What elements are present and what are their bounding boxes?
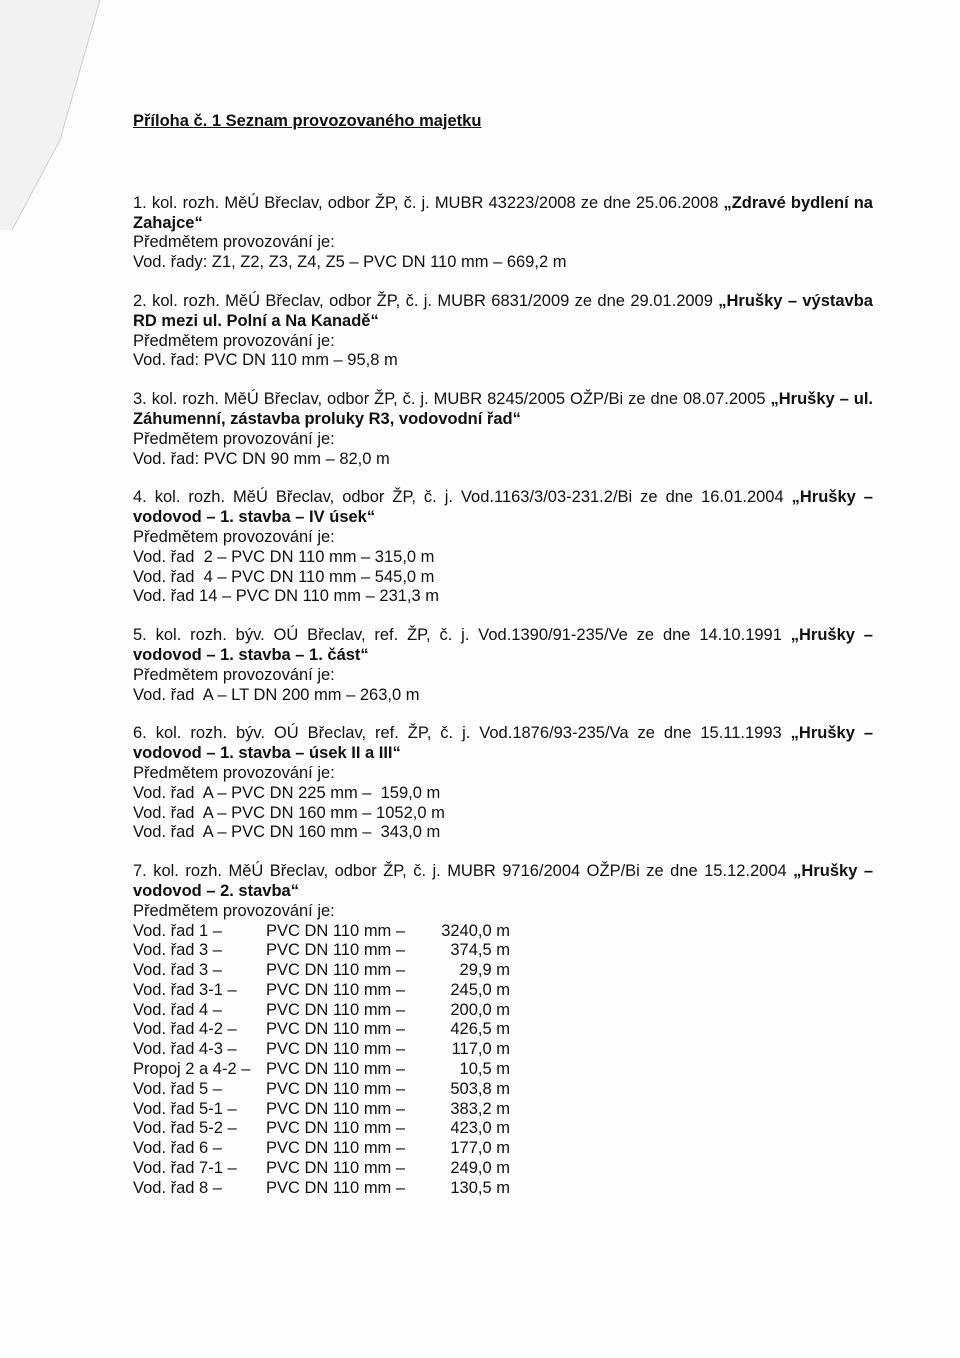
- pipe-name: Vod. řad 3 –: [133, 961, 222, 980]
- record-project-name: „Hrušky – vodovod – 1. stavba – 1. část“: [133, 626, 873, 664]
- pipe-spec: PVC DN 110 mm –: [266, 1099, 406, 1118]
- record-reference: 2. kol. rozh. MěÚ Břeclav, odbor ŽP, č. j. MUBR 6831/2009 ze dne 29.01.2009: [133, 291, 719, 310]
- pipe-row: [133, 1060, 873, 1080]
- pipe-line-item: Vod. řad 2 – PVC DN 110 mm – 315,0 m: [133, 547, 435, 566]
- record-subject: Předmětem provozování je:: [133, 429, 335, 448]
- pipe-row: [133, 1179, 873, 1199]
- record-reference: 5. kol. rozh. býv. OÚ Břeclav, ref. ŽP, č. j. Vod.1390/91-235/Ve ze dne 14.10.1991: [133, 626, 791, 645]
- pipe-spec: PVC DN 110 mm –: [266, 1178, 406, 1197]
- record-subject: Předmětem provozování je:: [133, 665, 335, 684]
- pipe-spec: PVC DN 110 mm –: [266, 961, 406, 980]
- record-section-5: [133, 626, 873, 705]
- pipe-row: [133, 1080, 873, 1100]
- pipe-line-item: Vod. řad A – PVC DN 160 mm – 1052,0 m: [133, 803, 445, 822]
- pipe-line-item: Vod. řad A – PVC DN 225 mm – 159,0 m: [133, 783, 441, 802]
- pipe-name: Vod. řad 5-1 –: [133, 1099, 237, 1118]
- record-reference: 7. kol. rozh. MěÚ Břeclav, odbor ŽP, č. j. MUBR 9716/2004 OŽP/Bi ze dne 15.12.2004: [133, 862, 794, 881]
- record-project-name: „Hrušky – vodovod – 1. stavba – IV úsek“: [133, 488, 873, 527]
- pipe-name: Vod. řad 3 –: [133, 941, 222, 960]
- record-reference: 1. kol. rozh. MěÚ Břeclav, odbor ŽP, č. j. MUBR 43223/2008 ze dne 25.06.2008: [133, 193, 724, 212]
- pipe-row: [133, 981, 873, 1001]
- record-heading: [133, 724, 873, 764]
- record-heading: [133, 292, 873, 332]
- pipe-name: Vod. řad 3-1 –: [133, 980, 237, 999]
- pipe-length: 245,0 m: [450, 980, 510, 999]
- pipe-length: 130,5 m: [450, 1178, 510, 1197]
- pipe-spec: PVC DN 110 mm –: [266, 1000, 406, 1019]
- pipe-name: Vod. řad 1 –: [133, 921, 222, 940]
- pipe-length: 117,0 m: [451, 1040, 510, 1059]
- pipe-name: Vod. řad 5 –: [133, 1079, 222, 1098]
- record-project-name: „Hrušky – vodovod – 2. stavba“: [133, 862, 873, 900]
- pipe-spec: PVC DN 110 mm –: [266, 1139, 406, 1158]
- pipe-length: 423,0 m: [450, 1119, 510, 1138]
- pipe-length: 3240,0 m: [441, 921, 510, 940]
- pipe-spec: PVC DN 110 mm –: [266, 1020, 406, 1039]
- record-project-name: „Hrušky – výstavba RD mezi ul. Polní a Na Kanadě“: [133, 291, 873, 330]
- page-corner-fold: [0, 0, 120, 230]
- pipe-length: 383,2 m: [450, 1099, 510, 1118]
- record-section-4: [133, 488, 873, 607]
- document-title: Příloha č. 1 Seznam provozovaného majetku: [133, 112, 482, 130]
- pipe-length: 200,0 m: [450, 1000, 510, 1019]
- pipe-spec: PVC DN 110 mm –: [266, 1119, 406, 1138]
- pipe-length: 374,5 m: [450, 941, 510, 960]
- record-section-3: [133, 390, 873, 469]
- pipe-length: 10,5 m: [459, 1060, 510, 1079]
- document-body: [133, 112, 873, 1218]
- record-heading: [133, 862, 873, 902]
- record-heading: [133, 626, 873, 666]
- record-section-7: [133, 862, 873, 1199]
- pipe-spec: PVC DN 110 mm –: [266, 921, 406, 940]
- record-project-name: „Hrušky – vodovod – 1. stavba – úsek II a III“: [133, 724, 873, 763]
- pipe-line-item: Vod. řad: PVC DN 90 mm – 82,0 m: [133, 449, 390, 468]
- pipe-length: 426,5 m: [450, 1020, 510, 1039]
- pipe-name: Vod. řad 8 –: [133, 1178, 222, 1197]
- record-subject: Předmětem provozování je:: [133, 901, 335, 920]
- pipe-spec: PVC DN 110 mm –: [266, 941, 406, 960]
- pipe-name: Vod. řad 6 –: [133, 1139, 222, 1158]
- record-reference: 3. kol. rozh. MěÚ Břeclav, odbor ŽP, č. j. MUBR 8245/2005 OŽP/Bi ze dne 08.07.2005: [133, 390, 771, 409]
- record-reference: 6. kol. rozh. býv. OÚ Břeclav, ref. ŽP, č. j. Vod.1876/93-235/Va ze dne 15.11.1993: [133, 724, 791, 743]
- pipe-spec: PVC DN 110 mm –: [266, 1159, 406, 1178]
- record-project-name: „Hrušky – ul. Záhumenní, zástavba proluky R3, vodovodní řad“: [133, 390, 873, 428]
- pipe-name: Vod. řad 4 –: [133, 1000, 222, 1019]
- record-subject: Předmětem provozování je:: [133, 331, 335, 350]
- pipe-name: Vod. řad 4-3 –: [133, 1040, 237, 1059]
- pipe-row: [133, 1001, 873, 1021]
- pipe-row: [133, 1139, 873, 1159]
- pipe-row: [133, 1040, 873, 1060]
- pipe-line-item: Vod. řad A – LT DN 200 mm – 263,0 m: [133, 685, 420, 704]
- pipe-line-item: Vod. řad: PVC DN 110 mm – 95,8 m: [133, 351, 398, 370]
- record-heading: [133, 488, 873, 528]
- pipe-row: [133, 1119, 873, 1139]
- record-heading: [133, 390, 873, 430]
- pipe-line-item: Vod. řad A – PVC DN 160 mm – 343,0 m: [133, 823, 441, 842]
- pipe-length: 29,9 m: [459, 961, 510, 980]
- pipe-spec: PVC DN 110 mm –: [266, 1079, 406, 1098]
- record-section-2: [133, 292, 873, 371]
- pipe-length: 503,8 m: [450, 1079, 510, 1098]
- pipe-row: [133, 941, 873, 961]
- pipe-row: [133, 1159, 873, 1179]
- record-subject: Předmětem provozování je:: [133, 763, 335, 782]
- pipe-line-item: Vod. řad 4 – PVC DN 110 mm – 545,0 m: [133, 567, 435, 586]
- pipe-spec: PVC DN 110 mm –: [266, 1060, 406, 1079]
- pipe-name: Vod. řad 4-2 –: [133, 1020, 237, 1039]
- pipe-name: Vod. řad 7-1 –: [133, 1159, 237, 1178]
- pipe-row: [133, 961, 873, 981]
- pipe-length: 249,0 m: [450, 1159, 510, 1178]
- pipe-name: Vod. řad 5-2 –: [133, 1119, 237, 1138]
- record-section-6: [133, 724, 873, 843]
- record-project-name: „Zdravé bydlení na Zahajce“: [133, 193, 873, 232]
- record-subject: Předmětem provozování je:: [133, 233, 335, 252]
- pipe-row: [133, 1100, 873, 1120]
- pipe-name: Propoj 2 a 4-2 –: [133, 1060, 251, 1079]
- pipe-row: [133, 1020, 873, 1040]
- record-heading: [133, 194, 873, 234]
- record-section-1: [133, 194, 873, 273]
- pipe-spec: PVC DN 110 mm –: [266, 1040, 406, 1059]
- pipe-line-item: Vod. řady: Z1, Z2, Z3, Z4, Z5 – PVC DN 110 mm – 669,2 m: [133, 253, 567, 272]
- pipe-spec: PVC DN 110 mm –: [266, 980, 406, 999]
- record-subject: Předmětem provozování je:: [133, 527, 335, 546]
- pipe-row: [133, 922, 873, 942]
- pipe-line-item: Vod. řad 14 – PVC DN 110 mm – 231,3 m: [133, 587, 440, 606]
- record-reference: 4. kol. rozh. MěÚ Břeclav, odbor ŽP, č. j. Vod.1163/3/03-231.2/Bi ze dne 16.01.2004: [133, 488, 792, 507]
- pipe-length: 177,0 m: [450, 1139, 510, 1158]
